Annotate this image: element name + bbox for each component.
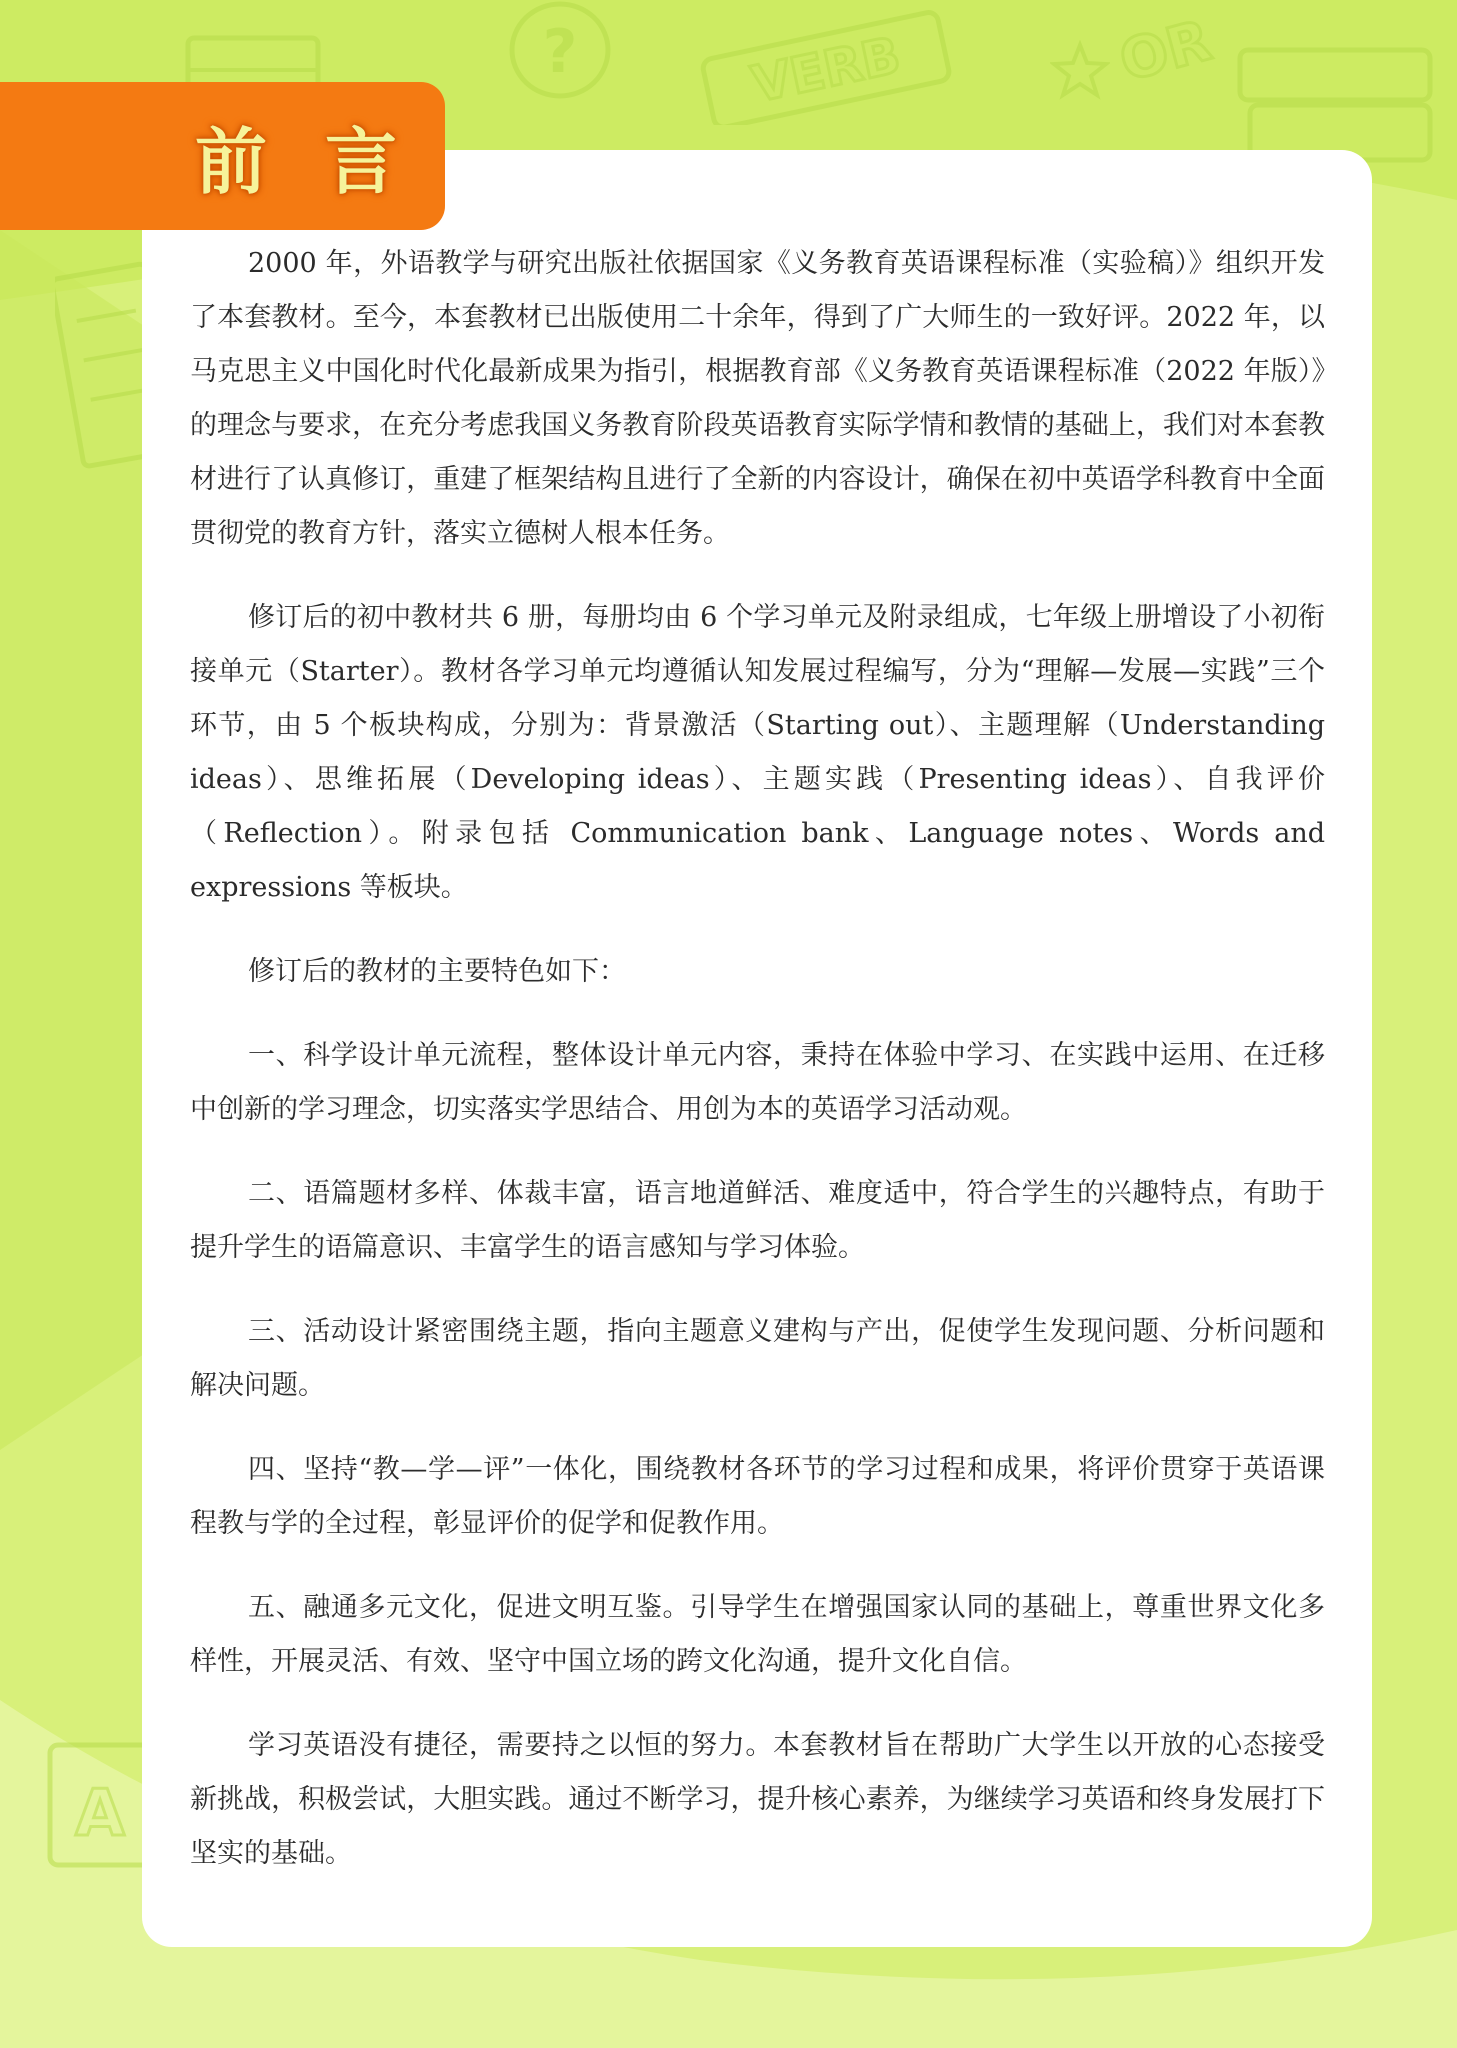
paragraph-feature-1: 一、科学设计单元流程，整体设计单元内容，秉持在体验中学习、在实践中运用、在迁移中创新的学习理念，切实落实学思结合、用创为本的英语学习活动观。 (190, 1040, 1325, 1125)
paragraph-features-heading: 修订后的教材的主要特色如下： (248, 956, 626, 987)
preface-body (190, 237, 1325, 1911)
page-title: 前言 (195, 120, 456, 204)
paragraph-feature-4: 四、坚持“教—学—评”一体化，围绕教材各环节的学习过程和成果，将评价贯穿于英语课程教与学的全过程，彰显评价的促学和促教作用。 (190, 1454, 1325, 1539)
or-text: OR (1113, 8, 1218, 95)
or-doodle (1105, 0, 1225, 100)
paragraph-feature-3: 三、活动设计紧密围绕主题，指向主题意义建构与产出，促使学生发现问题、分析问题和解决问题。 (190, 1316, 1325, 1401)
paragraph-feature-5: 五、融通多元文化，促进文明互鉴。引导学生在增强国家认同的基础上，尊重世界文化多样性，开展灵活、有效、坚守中国立场的跨文化沟通，提升文化自信。 (190, 1592, 1325, 1677)
paragraph-intro: 2000 年，外语教学与研究出版社依据国家《义务教育英语课程标准（实验稿）》组织开发了本套教材。至今，本套教材已出版使用二十余年，得到了广大师生的一致好评。2022 年，以马克思主义中国化时代化最新成果为指引，根据教育部《义务教育英语课程标准（2022 年版）》的理念与要求，在充分考虑我国义务教育阶段英语教育实际学情和教情的基础上，我们对本套教材进行了认真修订，重建了框架结构且进行了全新的内容设计，确保在初中英语学科教育中全面贯彻党的教育方针，落实立德树人根本任务。 (190, 248, 1325, 549)
paragraph-structure: 修订后的初中教材共 6 册，每册均由 6 个学习单元及附录组成，七年级上册增设了小初衔接单元（Starter）。教材各学习单元均遵循认知发展过程编写，分为“理解—发展—实践”三个环节，由 5 个板块构成，分别为：背景激活（Starting out）、主题理解（Understanding ideas）、思维拓展（Developing ideas）、主题实践（Presenting ideas）、自我评价（Reflection）。附录包括 Communication bank、Language notes、Words and expressions 等板块。 (190, 602, 1325, 903)
verb-text: VERB (746, 25, 906, 114)
paragraph-closing: 学习英语没有捷径，需要持之以恒的努力。本套教材旨在帮助广大学生以开放的心态接受新挑战，积极尝试，大胆实践。通过不断学习，提升核心素养，为继续学习英语和终身发展打下坚实的基础。 (190, 1730, 1325, 1869)
question-bubble-doodle (500, 0, 620, 120)
star-doodle (1050, 40, 1110, 100)
verb-tag-doodle (690, 5, 960, 125)
question-mark: ? (542, 17, 578, 87)
paragraph-feature-2: 二、语篇题材多样、体裁丰富，语言地道鲜活、难度适中，符合学生的兴趣特点，有助于提升学生的语篇意识、丰富学生的语言感知与学习体验。 (190, 1178, 1325, 1263)
a-letter: A (75, 1777, 125, 1851)
